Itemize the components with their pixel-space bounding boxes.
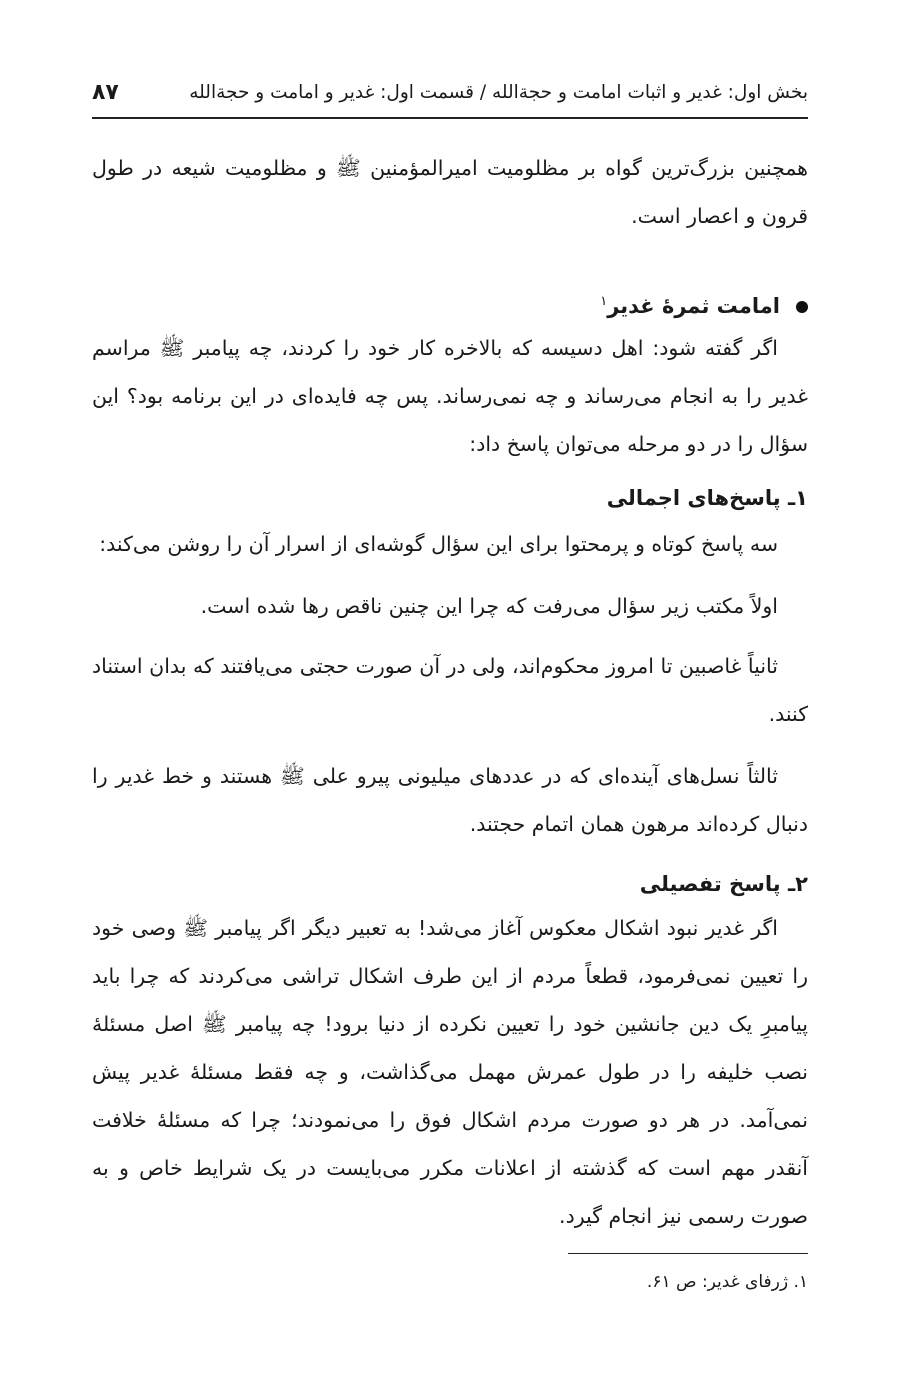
subheading-detailed-answer: ۲ـ پاسخ تفصیلی (639, 872, 808, 896)
subheading-brief-answers: ۱ـ پاسخ‌های اجمالی (606, 486, 808, 510)
page-number: ۸۷ (92, 79, 119, 105)
first-answer-block (92, 582, 808, 630)
book-page (92, 0, 808, 1390)
bullet-icon (796, 301, 808, 313)
detail-paragraph: اگر غدیر نبود اشکال معکوس آغاز می‌شد! به تعبیر دیگر اگر پیامبر ﷺ وصی خود را تعیین نمی‌فرمود، قطعاً مردم از این طرف اشکال تراشی می‌کردند که چرا باید پیامبرِ یک دین جانشین خود را تعیین نکرده از دنیا برود! چه پیامبر ﷺ اصل مسئلهٔ نصب خلیفه را در طول عمرش مهمل می‌گذاشت، و چه فقط مسئلهٔ غدیر پیش نمی‌آمد. در هر دو صورت مردم اشکال فوق را می‌نمودند؛ چرا که مسئلهٔ خلافت آنقدر مهم است که گذشته از اعلانات مکرر می‌بایست در یک شرایط خاص و به صورت رسمی نیز انجام گیرد. (92, 916, 808, 1228)
intro-paragraph: همچنین بزرگ‌ترین گواه بر مظلومیت امیرالمؤمنین ﷺ و مظلومیت شیعه در طول قرون و اعصار است. (92, 156, 808, 228)
second-answer-paragraph: ثانیاً غاصبین تا امروز محکوم‌اند، ولی در آن صورت حجتی می‌یافتند که بدان استناد کنند. (92, 654, 808, 726)
running-header (92, 74, 808, 110)
brief-intro-paragraph: سه پاسخ کوتاه و پرمحتوا برای این سؤال گوشه‌ای از اسرار آن را روشن می‌کند: (99, 532, 778, 556)
footnote-divider (568, 1253, 808, 1254)
intro-paragraph-block (92, 144, 808, 240)
third-answer-paragraph: ثالثاً نسل‌های آینده‌ای که در عددهای میلیونی پیرو علی ﷺ هستند و خط غدیر را دنبال کرده‌اند مرهون همان اتمام حجتند. (92, 764, 808, 836)
question-paragraph-block (92, 324, 808, 468)
first-answer-paragraph: اولاً مکتب زیر سؤال می‌رفت که چرا این چنین ناقص رها شده است. (200, 594, 778, 618)
brief-intro-block (92, 520, 808, 568)
footnote-marker: ۱ (600, 294, 608, 309)
header-divider (92, 117, 808, 119)
second-answer-block (92, 642, 808, 738)
footnote: ۱. ژرفای غدیر: ص ۶۱. (646, 1272, 808, 1292)
detail-paragraph-block (92, 904, 808, 1240)
section-heading-imamat (92, 284, 808, 324)
header-title: بخش اول: غدیر و اثبات امامت و حجة‌الله / قسمت اول: غدیر و امامت و حجة‌الله (189, 81, 808, 103)
heading-imamat-text: امامت ثمرهٔ غدیر (607, 294, 780, 318)
question-paragraph: اگر گفته شود: اهل دسیسه که بالاخره کار خود را کردند، چه پیامبر ﷺ مراسم غدیر را به انجام می‌رساند و چه نمی‌رساند. پس چه فایده‌ای در این برنامه بود؟ این سؤال را در دو مرحله می‌توان پاسخ داد: (92, 336, 808, 456)
third-answer-block (92, 752, 808, 848)
